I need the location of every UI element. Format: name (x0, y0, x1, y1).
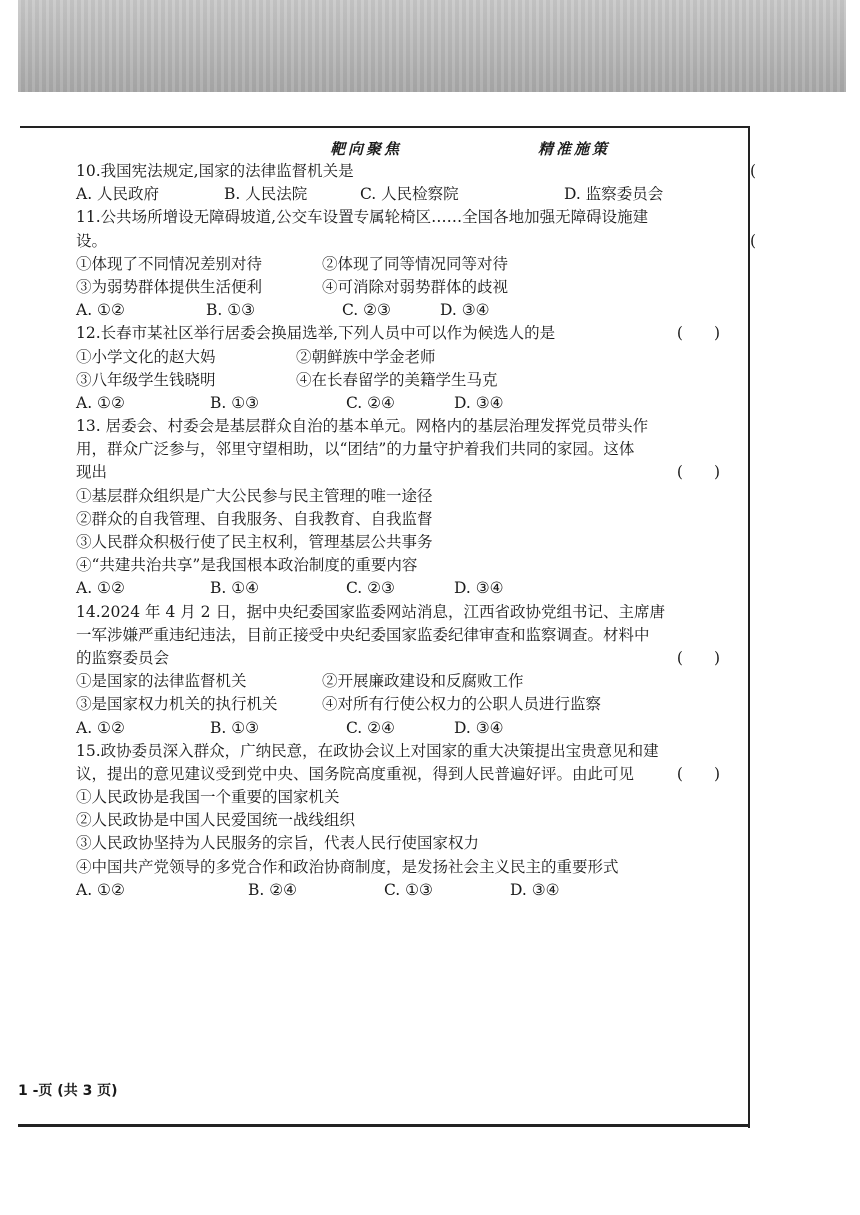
answer-paren: ( ) (676, 648, 720, 667)
question-11-items-2 (76, 276, 726, 299)
item-1: ①小学文化的赵大妈 (76, 347, 216, 366)
option-a: A. ①② (76, 393, 125, 412)
question-11-stem: 11.公共场所增设无障碍坡道,公交车设置专属轮椅区……全国各地加强无障碍设施建 (76, 208, 649, 227)
question-12-options (76, 392, 726, 415)
question-10-stem: 10.我国宪法规定,国家的法律监督机关是 ( (76, 160, 726, 183)
question-13-stem-2: 用，群众广泛参与，邻里守望相助，以“团结”的力量守护着我们共同的家园。这体 (76, 440, 635, 459)
item-2: ②体现了同等情况同等对待 (322, 254, 509, 273)
option-b: B. ①③ (210, 718, 260, 737)
question-13-stem-3: 现出 ( ) (76, 461, 726, 484)
option-d: D. ③④ (454, 393, 504, 412)
option-b: B. 人民法院 (224, 185, 308, 204)
option-c: C. ②④ (346, 718, 395, 737)
question-12-items-1 (76, 346, 726, 369)
option-d: D. ③④ (510, 880, 560, 899)
question-14-items-1 (76, 670, 726, 693)
item-4: ④对所有行使公权力的公职人员进行监察 (322, 695, 602, 714)
question-14-stem: 14.2024 年 4 月 2 日，据中央纪委国家监委网站消息，江西省政协党组书记、主席唐 (76, 602, 665, 621)
page-footer: 1 -页 (共 3 页) (18, 1083, 118, 1099)
item-3: ③是国家权力机关的执行机关 (76, 695, 278, 714)
question-15-stem: 15.政协委员深入群众，广纳民意，在政协会议上对国家的重大决策提出宝贵意见和建 (76, 741, 659, 760)
option-c: C. ②③ (346, 579, 395, 598)
question-14-items-2 (76, 693, 726, 716)
header-left-title: 靶向聚焦 (330, 140, 403, 158)
scan-background-strip (18, 0, 846, 92)
item-3: ③为弱势群体提供生活便利 (76, 277, 263, 296)
question-15-item-4: ④中国共产党领导的多党合作和政治协商制度，是发扬社会主义民主的重要形式 (76, 857, 619, 876)
answer-paren: ( ) (676, 324, 720, 343)
option-d: D. ③④ (440, 301, 490, 320)
option-d: D. ③④ (454, 718, 504, 737)
item-2: ②开展廉政建设和反腐败工作 (322, 672, 524, 691)
option-b: B. ①③ (206, 301, 256, 320)
option-b: B. ①④ (210, 579, 260, 598)
item-4: ④可消除对弱势群体的歧视 (322, 277, 509, 296)
question-11-stem-2: 设。 ( (76, 230, 726, 253)
bottom-rule (18, 1124, 750, 1127)
option-b: B. ②④ (248, 880, 298, 899)
question-14-stem-2: 一军涉嫌严重违纪违法，目前正接受中央纪委国家监委纪律审查和监察调查。材料中 (76, 625, 650, 644)
option-a: A. ①② (76, 880, 125, 899)
option-b: B. ①③ (210, 393, 260, 412)
answer-paren: ( (749, 231, 756, 250)
answer-paren: ( ) (676, 463, 720, 482)
question-10-options (76, 183, 726, 206)
question-15-stem-2: 议，提出的意见建议受到党中央、国务院高度重视，得到人民普遍好评。由此可见 ( ) (76, 763, 726, 786)
option-a: A. 人民政府 (76, 185, 160, 204)
option-c: C. ②④ (346, 393, 395, 412)
question-15-item-2: ②人民政协是中国人民爱国统一战线组织 (76, 811, 356, 830)
question-list (76, 160, 756, 902)
item-3: ③八年级学生钱晓明 (76, 370, 216, 389)
option-d: D. 监察委员会 (564, 185, 664, 204)
item-2: ②朝鲜族中学金老师 (296, 347, 436, 366)
option-a: A. ①② (76, 301, 125, 320)
question-13-options (76, 577, 726, 600)
question-13-item-2: ②群众的自我管理、自我服务、自我教育、自我监督 (76, 509, 433, 528)
item-4: ④在长春留学的美籍学生马克 (296, 370, 498, 389)
question-15-item-1: ①人民政协是我国一个重要的国家机关 (76, 788, 340, 807)
option-a: A. ①② (76, 579, 125, 598)
option-d: D. ③④ (454, 579, 504, 598)
option-c: C. ②③ (342, 301, 391, 320)
question-11-options (76, 299, 726, 322)
question-15-item-3: ③人民政协坚持为人民服务的宗旨，代表人民行使国家权力 (76, 834, 480, 853)
item-1: ①是国家的法律监督机关 (76, 672, 247, 691)
question-14-options (76, 717, 726, 740)
question-13-stem: 13. 居委会、村委会是基层群众自治的基本单元。网格内的基层治理发挥党员带头作 (76, 417, 649, 436)
option-c: C. ①③ (384, 880, 433, 899)
question-12-stem: 12.长春市某社区举行居委会换届选举,下列人员中可以作为候选人的是 ( ) (76, 322, 726, 345)
header-right-title: 精准施策 (538, 140, 611, 158)
item-1: ①体现了不同情况差别对待 (76, 254, 263, 273)
option-c: C. 人民检察院 (360, 185, 459, 204)
question-11-items-1 (76, 253, 726, 276)
answer-paren: ( ) (676, 764, 720, 783)
question-14-stem-3: 的监察委员会 ( ) (76, 647, 726, 670)
question-13-item-3: ③人民群众积极行使了民主权利，管理基层公共事务 (76, 533, 433, 551)
question-12-items-2 (76, 369, 726, 392)
answer-paren: ( (749, 162, 756, 180)
question-15-options (76, 879, 726, 902)
question-13-item-1: ①基层群众组织是广大公民参与民主管理的唯一途径 (76, 486, 433, 505)
option-a: A. ①② (76, 718, 125, 737)
question-13-item-4: ④“共建共治共享”是我国根本政治制度的重要内容 (76, 556, 418, 575)
